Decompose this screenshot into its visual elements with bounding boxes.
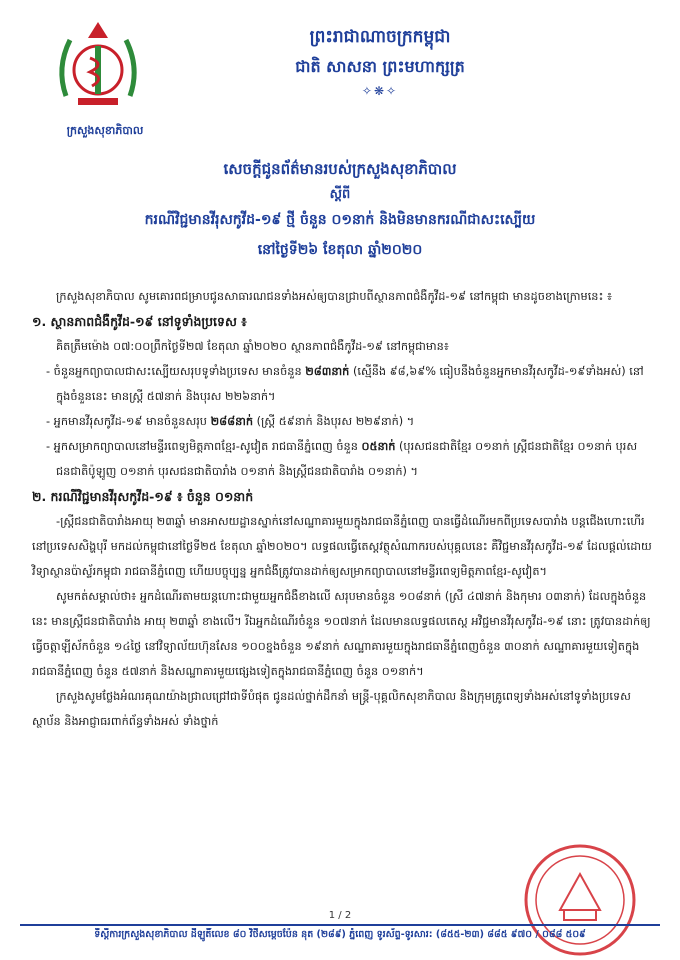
kingdom-title: ព្រះរាជាណាចក្រកម្ពុជា xyxy=(309,27,451,47)
announcement-title: សេចក្ដីជូនព័ត៌មានរបស់ក្រសួងសុខាភិបាល xyxy=(223,160,457,178)
announcement-subject: ករណីវិជ្ជមានវីរុសកូវីដ-១៩ ថ្មី ចំនួន ០១នាក់ និងមិនមានករណីជាសះស្បើយ xyxy=(144,212,536,228)
ministry-of-health-logo xyxy=(48,18,148,118)
official-stamp xyxy=(520,840,640,960)
announcement-date: នៅថ្ងៃទី២៦ ខែតុលា ឆ្នាំ២០២០ xyxy=(257,242,423,258)
section2-case-paragraph: -ស្ត្រីជនជាតិបារាំងអាយុ ២៣ឆ្នាំ មានអាសយដ្ឋានស្នាក់នៅសណ្ឋាគារមួយក្នុងរាជធានីភ្នំពេញ បានធ្វើដំណើរមកពីប្រទេសបារាំង បន្តជើងហោះហើរនៅប្រទេសសិង្ហបុរី មកដល់កម្ពុជានៅថ្ងៃទី២៥ ខែតុលា ឆ្នាំ២០២០។ លទ្ធផលធ្វើតេស្តវត្ថុសំណាករបស់បុគ្គលនេះ គឺវិជ្ជមានវីរុសកូវីដ-១៩ ដែលផ្ដល់ដោយវិទ្យាស្ថានប៉ាស្ទ័រកម្ពុជា រាជធានីភ្នំពេញ ហើយបច្ចុប្បន្ន អ្នកជំងឺត្រូវបានដាក់ឲ្យសម្រាកព្យាបាលនៅមន្ទីរពេទ្យមិត្តភាពខ្មែរ-សូវៀត។ xyxy=(32,515,652,578)
bullet-recovered: - ចំនួនអ្នកព្យាបាលជាសះស្បើយសរុបទូទាំងប្រទេស មានចំនួន ២៨៣នាក់ (ស្មើនឹង ៩៨,៦៩% ធៀបនឹងចំនួនអ្នកមានវីរុសកូវីដ-១៩ទាំងអស់) នៅក្នុងចំនួននេះ មានស្ត្រី ៥៧នាក់ និងបុរស ២២៦នាក់។ xyxy=(46,365,644,403)
bullet-total-cases: - អ្នកមានវីរុសកូវីដ-១៩ មានចំនួនសរុប ២៨៨នាក់ (ស្ត្រី ៥៩នាក់ និងបុរស ២២៩នាក់) ។ xyxy=(46,415,415,428)
intro-paragraph: ក្រសួងសុខាភិបាល សូមគោរពជម្រាបជូនសាធារណជនទាំងអស់ឲ្យបានជ្រាបពីស្ថានភាពជំងឺកូវីដ-១៩ នៅកម្ពុជា មានដូចខាងក្រោមនេះ ៖ xyxy=(56,290,612,303)
section2-heading: ២. ករណីវិជ្ជមានវីរុសកូវីដ-១៩ ៖ ចំនួន ០១នាក់ xyxy=(32,489,254,504)
body-text xyxy=(32,284,654,734)
announcement-about: ស្ដីពី xyxy=(329,187,351,202)
footer-address: ទីស្ដីការក្រសួងសុខាភិបាល ដីឡូតិ៍លេខ ៨០ វិថីសម្ដេចប៉ែន នុត (២៨៩) ភ្នំពេញ ទូរស័ព្ទ-ទូរសារ: (៨៥៥-២៣) ៨៨៥ ៩៧០ / ០៨៨ ៥០៩ xyxy=(94,929,586,940)
national-motto: ជាតិ សាសនា ព្រះមហាក្សត្រ xyxy=(295,57,465,76)
closing-paragraph: ក្រសួងសូមថ្លែងអំណរគុណយ៉ាងជ្រាលជ្រៅជាទីបំផុត ជូនដល់ថ្នាក់ដឹកនាំ មន្ត្រី-បុគ្គលិកសុខាភិបាល និងក្រុមគ្រូពេទ្យទាំងអស់នៅទូទាំងប្រទេស ស្ថាប័ន និងអាជ្ញាធរពាក់ព័ន្ធទាំងអស់ ទាំងថ្នាក់ xyxy=(32,690,631,728)
ornament-divider: ✧❋✧ xyxy=(361,84,399,98)
section2-contacts-paragraph: សូមកត់សម្គាល់ថា៖ អ្នកដំណើរតាមយន្តហោះជាមួយអ្នកជំងឺខាងលើ សរុបមានចំនួន ១០៨នាក់ (ស្រី ៤៧នាក់ និងកុមារ ០៣នាក់) ដែលក្នុងចំនួននេះ មានស្ត្រីជនជាតិបារាំង អាយុ ២៣ឆ្នាំ ខាងលើ។ រីឯអ្នកដំណើរចំនួន ១០៧នាក់ ដែលមានលទ្ធផលតេស្ត អវិជ្ជមានវីរុសកូវីដ-១៩ នោះ ត្រូវបានដាក់ឲ្យធ្វើចត្តាឡីស័កចំនួន ១៤ថ្ងៃ នៅវិទ្យាល័យហ៊ុនសែន ១០០ខ្នងចំនួន ១៩នាក់ សណ្ឋាគារមួយក្នុងរាជធានីភ្នំពេញចំនួន ៣០នាក់ សណ្ឋាគារមួយទៀតក្នុងរាជធានីភ្នំពេញ ចំនួន ៥៧នាក់ និងសណ្ឋាគារមួយផ្សេងទៀតក្នុងរាជធានីភ្នំពេញ ចំនួន ០១នាក់។ xyxy=(32,590,651,678)
page-number: 1 / 2 xyxy=(328,910,352,921)
footer-divider xyxy=(20,924,660,926)
bullet-hospitalized: - អ្នកសម្រាកព្យាបាលនៅមន្ទីរពេទ្យមិត្តភាពខ្មែរ-សូវៀត រាជធានីភ្នំពេញ ចំនួន ០៥នាក់ (បុរសជនជាតិខ្មែរ ០១នាក់ ស្ត្រីជនជាតិខ្មែរ ០១នាក់ បុរសជនជាតិប៉ូឡូញ ០១នាក់ បុរសជនជាតិបារាំង ០១នាក់ និងស្ត្រីជនជាតិបារាំង ០១នាក់) ។ xyxy=(46,440,638,478)
section1-heading: ១. ស្ថានភាពជំងឺកូវីដ-១៩ នៅទូទាំងប្រទេស ៖ xyxy=(32,314,247,329)
section1-lead: គិតត្រឹមម៉ោង ០៧:០០ព្រឹកថ្ងៃទី២៧ ខែតុលា ឆ្នាំ២០២០ ស្ថានភាពជំងឺកូវីដ-១៩ នៅកម្ពុជាមាន៖ xyxy=(56,340,449,353)
ministry-label: ក្រសួងសុខាភិបាល xyxy=(66,124,144,137)
